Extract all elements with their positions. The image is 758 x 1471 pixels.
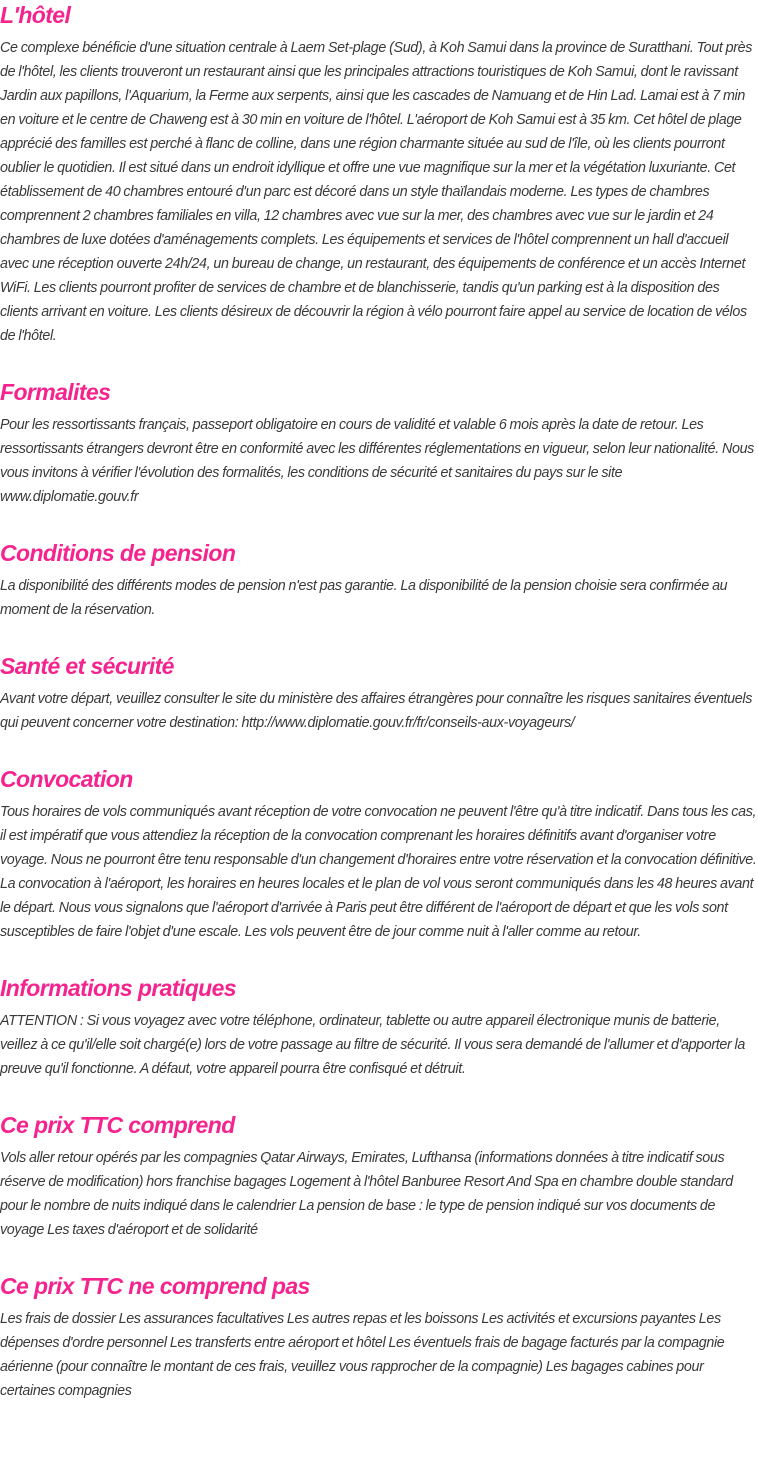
section-title-informations-pratiques: Informations pratiques: [0, 975, 236, 1001]
section-title-conditions-pension: Conditions de pension: [0, 540, 236, 566]
section-informations-pratiques: [0, 973, 758, 1081]
section-body-sante-securite: Avant votre départ, veuillez consulter le site du ministère des affaires étrangères pour connaître les risques sanitaires éventuels qui peuvent concerner votre destination: http://www.diplomatie.gouv.fr/fr/conseils-aux-voyageurs/: [0, 691, 753, 731]
section-body-hotel: Ce complexe bénéficie d'une situation centrale à Laem Set-plage (Sud), à Koh Samui dans la province de Suratthani. Tout près de l'hôtel, les clients trouveront un restaurant ainsi que les principales attractions touristiques de Koh Samui, dont le ravissant Jardin aux papillons, l'Aquarium, la Ferme aux serpents, ainsi que les cascades de Namuang et de Hin Lad. Lamai est à 7 min en voiture et le centre de Chaweng est à 30 min en voiture de l'hôtel. L'aéroport de Koh Samui est à 35 km. Cet hôtel de plage apprécié des familles est perché à flanc de colline, dans une région charmante située au sud de l'île, où les clients pourront oublier le quotidien. Il est situé dans un endroit idyllique et offre une vue magnifique sur la mer et la végétation luxuriante. Cet établissement de 40 chambres entouré d'un parc est décoré dans un style thaïlandais moderne. Les types de chambres comprennent 2 chambres familiales en villa, 12 chambres avec vue sur la mer, des chambres avec vue sur le jardin et 24 chambres de luxe dotées d'aménagements complets. Les équipements et services de l'hôtel comprennent un hall d'accueil avec une réception ouverte 24h/24, un bureau de change, un restaurant, des équipements de conférence et un accès Internet WiFi. Les clients pourront profiter de services de chambre et de blanchisserie, tandis qu'un parking est à la disposition des clients arrivant en voiture. Les clients désireux de découvrir la région à vélo pourront faire appel au service de location de vélos de l'hôtel.: [0, 40, 752, 344]
section-title-hotel: L'hôtel: [0, 2, 71, 28]
section-body-conditions-pension: La disponibilité des différents modes de pension n'est pas garantie. La disponibilité de la pension choisie sera confirmée au moment de la réservation.: [0, 578, 728, 618]
section-title-prix-ne-comprend-pas: Ce prix TTC ne comprend pas: [0, 1273, 310, 1299]
section-hotel: [0, 0, 758, 348]
section-sante-securite: [0, 651, 758, 735]
section-conditions-pension: [0, 538, 758, 622]
section-body-prix-ne-comprend-pas: Les frais de dossier Les assurances facultatives Les autres repas et les boissons Les activités et excursions payantes Les dépenses d'ordre personnel Les transferts entre aéroport et hôtel Les éventuels frais de bagage facturés par la compagnie aérienne (pour connaître le montant de ces frais, veuillez vous rapprocher de la compagnie) Les bagages cabines pour certaines compagnies: [0, 1311, 725, 1399]
section-body-informations-pratiques: ATTENTION : Si vous voyagez avec votre téléphone, ordinateur, tablette ou autre appareil électronique munis de batterie, veillez à ce qu'il/elle soit chargé(e) lors de votre passage au filtre de sécurité. Il vous sera demandé de l'allumer et d'apporter la preuve qu'il fonctionne. A défaut, votre appareil pourra être confisqué et détruit.: [0, 1013, 745, 1077]
section-title-formalites: Formalites: [0, 379, 111, 405]
section-formalites: [0, 377, 758, 509]
section-title-prix-comprend: Ce prix TTC comprend: [0, 1112, 235, 1138]
section-title-convocation: Convocation: [0, 766, 133, 792]
section-convocation: [0, 764, 758, 944]
section-body-convocation: Tous horaires de vols communiqués avant réception de votre convocation ne peuvent l'être qu'à titre indicatif. Dans tous les cas, il est impératif que vous attendiez la réception de la convocation comprenant les horaires définitifs avant d'organiser votre voyage. Nous ne pourront être tenu responsable d'un changement d'horaires entre votre réservation et la convocation définitive. La convocation à l'aéroport, les horaires en heures locales et le plan de vol vous seront communiqués dans les 48 heures avant le départ. Nous vous signalons que l'aéroport d'arrivée à Paris peut être différent de l'aéroport de départ et que les vols sont susceptibles de faire l'objet d'une escale. Les vols peuvent être de jour comme nuit à l'aller comme au retour.: [0, 804, 757, 940]
section-prix-comprend: [0, 1110, 758, 1242]
section-body-formalites: Pour les ressortissants français, passeport obligatoire en cours de validité et valable 6 mois après la date de retour. Les ressortissants étrangers devront être en conformité avec les différentes réglementations en vigueur, selon leur nationalité. Nous vous invitons à vérifier l'évolution des formalités, les conditions de sécurité et sanitaires du pays sur le site www.diplomatie.gouv.fr: [0, 417, 754, 505]
section-body-prix-comprend: Vols aller retour opérés par les compagnies Qatar Airways, Emirates, Lufthansa (informations données à titre indicatif sous réserve de modification) hors franchise bagages Logement à l'hôtel Banburee Resort And Spa en chambre double standard pour le nombre de nuits indiqué dans le calendrier La pension de base : le type de pension indiqué sur vos documents de voyage Les taxes d'aéroport et de solidarité: [0, 1150, 733, 1238]
section-prix-ne-comprend-pas: [0, 1271, 758, 1403]
section-title-sante-securite: Santé et sécurité: [0, 653, 174, 679]
